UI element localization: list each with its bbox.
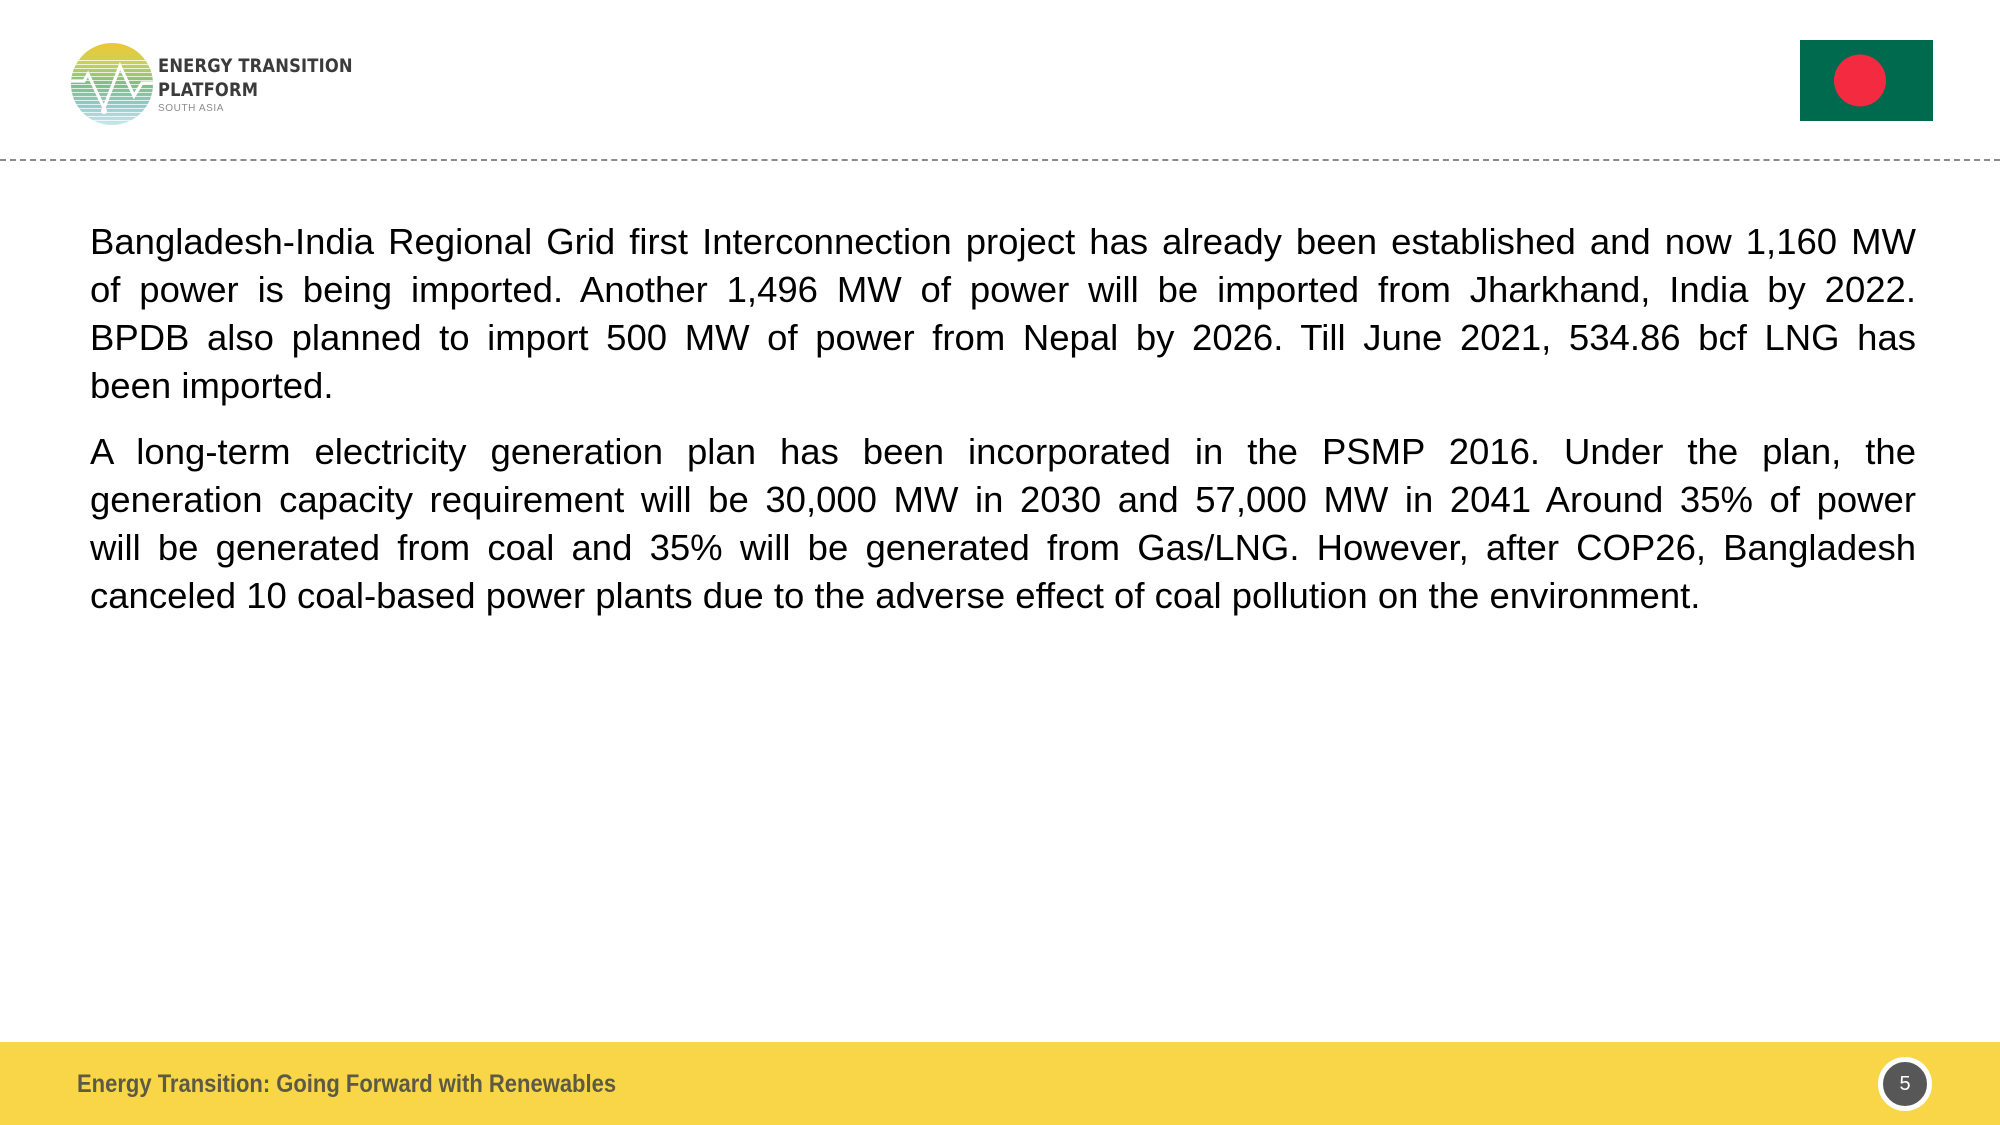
text-line: A long-term electricity generation plan has been incorporated in the PSMP 2016. Under the plan, the [90,431,1916,472]
footer-title: Energy Transition: Going Forward with Renewables [77,1070,617,1098]
bangladesh-flag-icon [1800,40,1933,121]
energy-transition-platform-logo [68,40,368,130]
text-line: will be generated from coal and 35% will be generated from Gas/LNG. However, after COP26, Bangladesh [90,527,1916,568]
logo-title-line1: ENERGY TRANSITION [158,55,353,77]
text-line: Bangladesh-India Regional Grid first Interconnection project has already been established and now 1,160 MW [90,221,1916,262]
paragraph-generation-plan [90,428,1916,620]
paragraph-imports [90,218,1916,410]
header-divider [0,159,2000,161]
logo-subtitle: SOUTH ASIA [158,103,225,114]
text-line: generation capacity requirement will be 30,000 MW in 2030 and 57,000 MW in 2041 Around 35% of power [90,479,1916,520]
sun-wave-logo-icon [70,42,154,126]
page-number-badge: 5 [1878,1057,1932,1111]
logo-wordmark [158,54,384,116]
text-line: been imported. [90,365,334,406]
slide-body [90,218,1916,638]
text-line: BPDB also planned to import 500 MW of power from Nepal by 2026. Till June 2021, 534.86 bcf LNG has [90,317,1916,358]
text-line: canceled 10 coal-based power plants due to the adverse effect of coal pollution on the environment. [90,575,1701,616]
footer-bar [0,1042,2000,1125]
logo-title-line2: PLATFORM [158,79,259,101]
text-line: of power is being imported. Another 1,496 MW of power will be imported from Jharkhand, India by 2022. [90,269,1916,310]
